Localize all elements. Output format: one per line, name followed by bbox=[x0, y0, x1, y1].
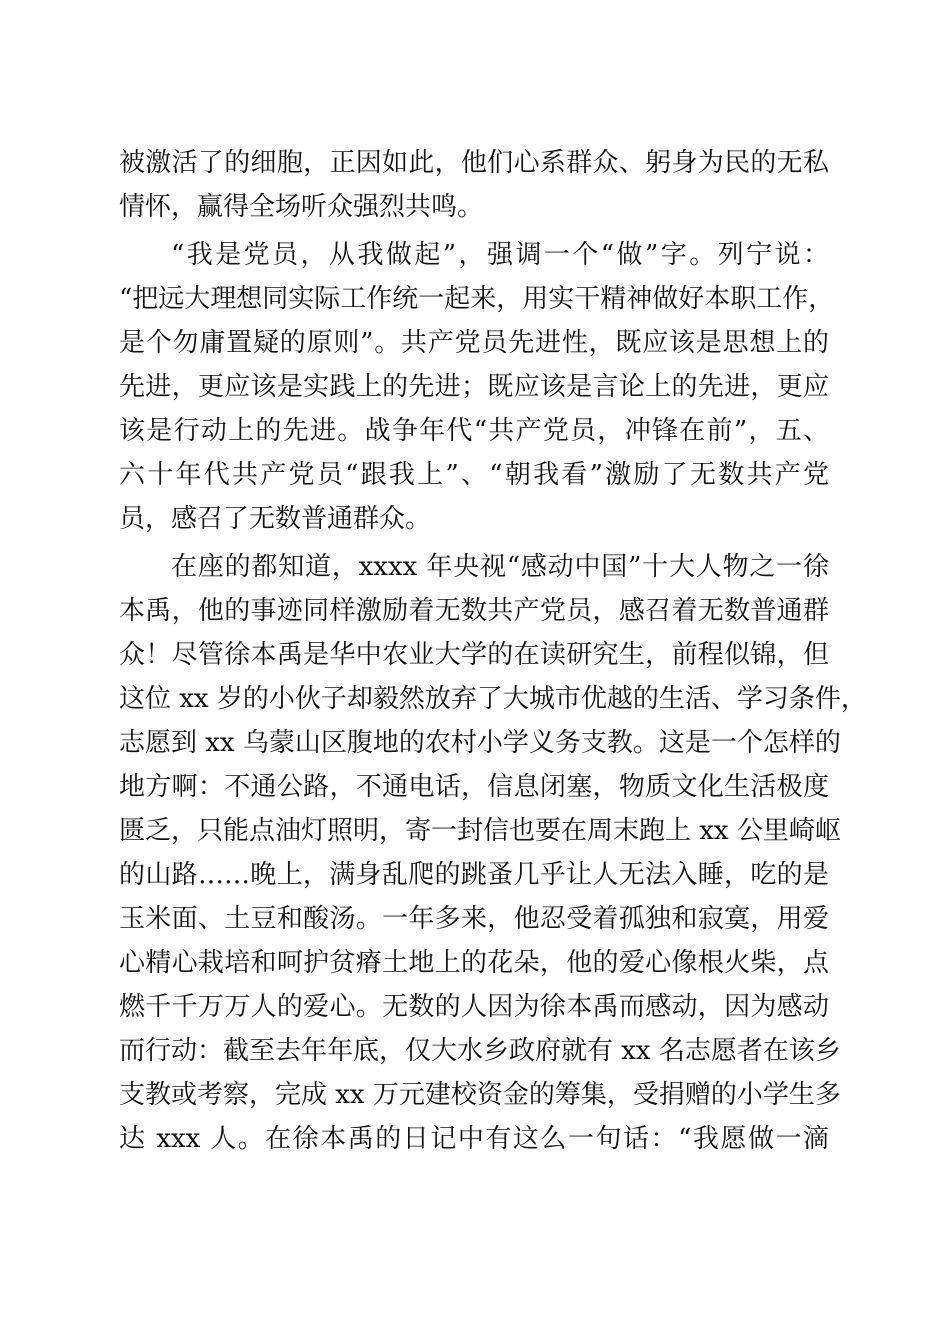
text-line: 情怀，赢得全场听众强烈共鸣。 bbox=[119, 192, 484, 222]
text-line: 被激活了的细胞，正因如此，他们心系群众、躬身为民的无私 bbox=[119, 148, 829, 178]
text-line: 众！尽管徐本禹是华中农业大学的在读研究生，前程似锦，但 bbox=[119, 640, 829, 670]
text-line: 志愿到 xx 乌蒙山区腹地的农村小学义务支教。这是一个怎样的 bbox=[119, 728, 841, 758]
text-line: 这位 xx 岁的小伙子却毅然放弃了大城市优越的生活、学习条件， bbox=[119, 684, 867, 714]
text-line: 的山路……晚上，满身乱爬的跳蚤几乎让人无法入睡，吃的是 bbox=[119, 860, 829, 890]
text-line: “把远大理想同实际工作统一起来，用实干精神做好本职工作， bbox=[119, 284, 835, 314]
text-line: 本禹，他的事迹同样激励着无数共产党员，感召着无数普通群 bbox=[119, 596, 829, 626]
text-line: 是个勿庸置疑的原则”。共产党员先进性，既应该是思想上的 bbox=[119, 328, 829, 358]
text-line: 先进，更应该是实践上的先进；既应该是言论上的先进，更应 bbox=[119, 372, 829, 402]
text-line: 玉米面、土豆和酸汤。一年多来，他忍受着孤独和寂寞，用爱 bbox=[119, 904, 829, 934]
text-line: 该是行动上的先进。战争年代“共产党员，冲锋在前”，五、 bbox=[119, 416, 829, 446]
text-line: 而行动：截至去年年底，仅大水乡政府就有 xx 名志愿者在该乡 bbox=[119, 1036, 841, 1066]
text-line: 员，感召了无数普通群众。 bbox=[119, 504, 432, 534]
text-line: 燃千千万万人的爱心。无数的人因为徐本禹而感动，因为感动 bbox=[119, 992, 829, 1022]
text-line: 支教或考察，完成 xx 万元建校资金的筹集，受捐赠的小学生多 bbox=[119, 1080, 841, 1110]
text-line: 达 xxx 人。在徐本禹的日记中有这么一句话：“我愿做一滴 bbox=[119, 1124, 829, 1154]
text-line: 匮乏，只能点油灯照明，寄一封信也要在周末跑上 xx 公里崎岖 bbox=[119, 816, 841, 846]
text-line: 地方啊：不通公路，不通电话，信息闭塞，物质文化生活极度 bbox=[119, 772, 829, 802]
paragraph-first-line: “我是党员，从我做起”，强调一个“做”字。列宁说： bbox=[171, 240, 829, 270]
text-line: 心精心栽培和呵护贫瘠土地上的花朵，他的爱心像根火柴，点 bbox=[119, 948, 829, 978]
paragraph-first-line: 在座的都知道，xxxx 年央视“感动中国”十大人物之一徐 bbox=[171, 552, 829, 582]
text-line: 六十年代共产党员“跟我上”、“朝我看”激励了无数共产党 bbox=[119, 460, 829, 490]
